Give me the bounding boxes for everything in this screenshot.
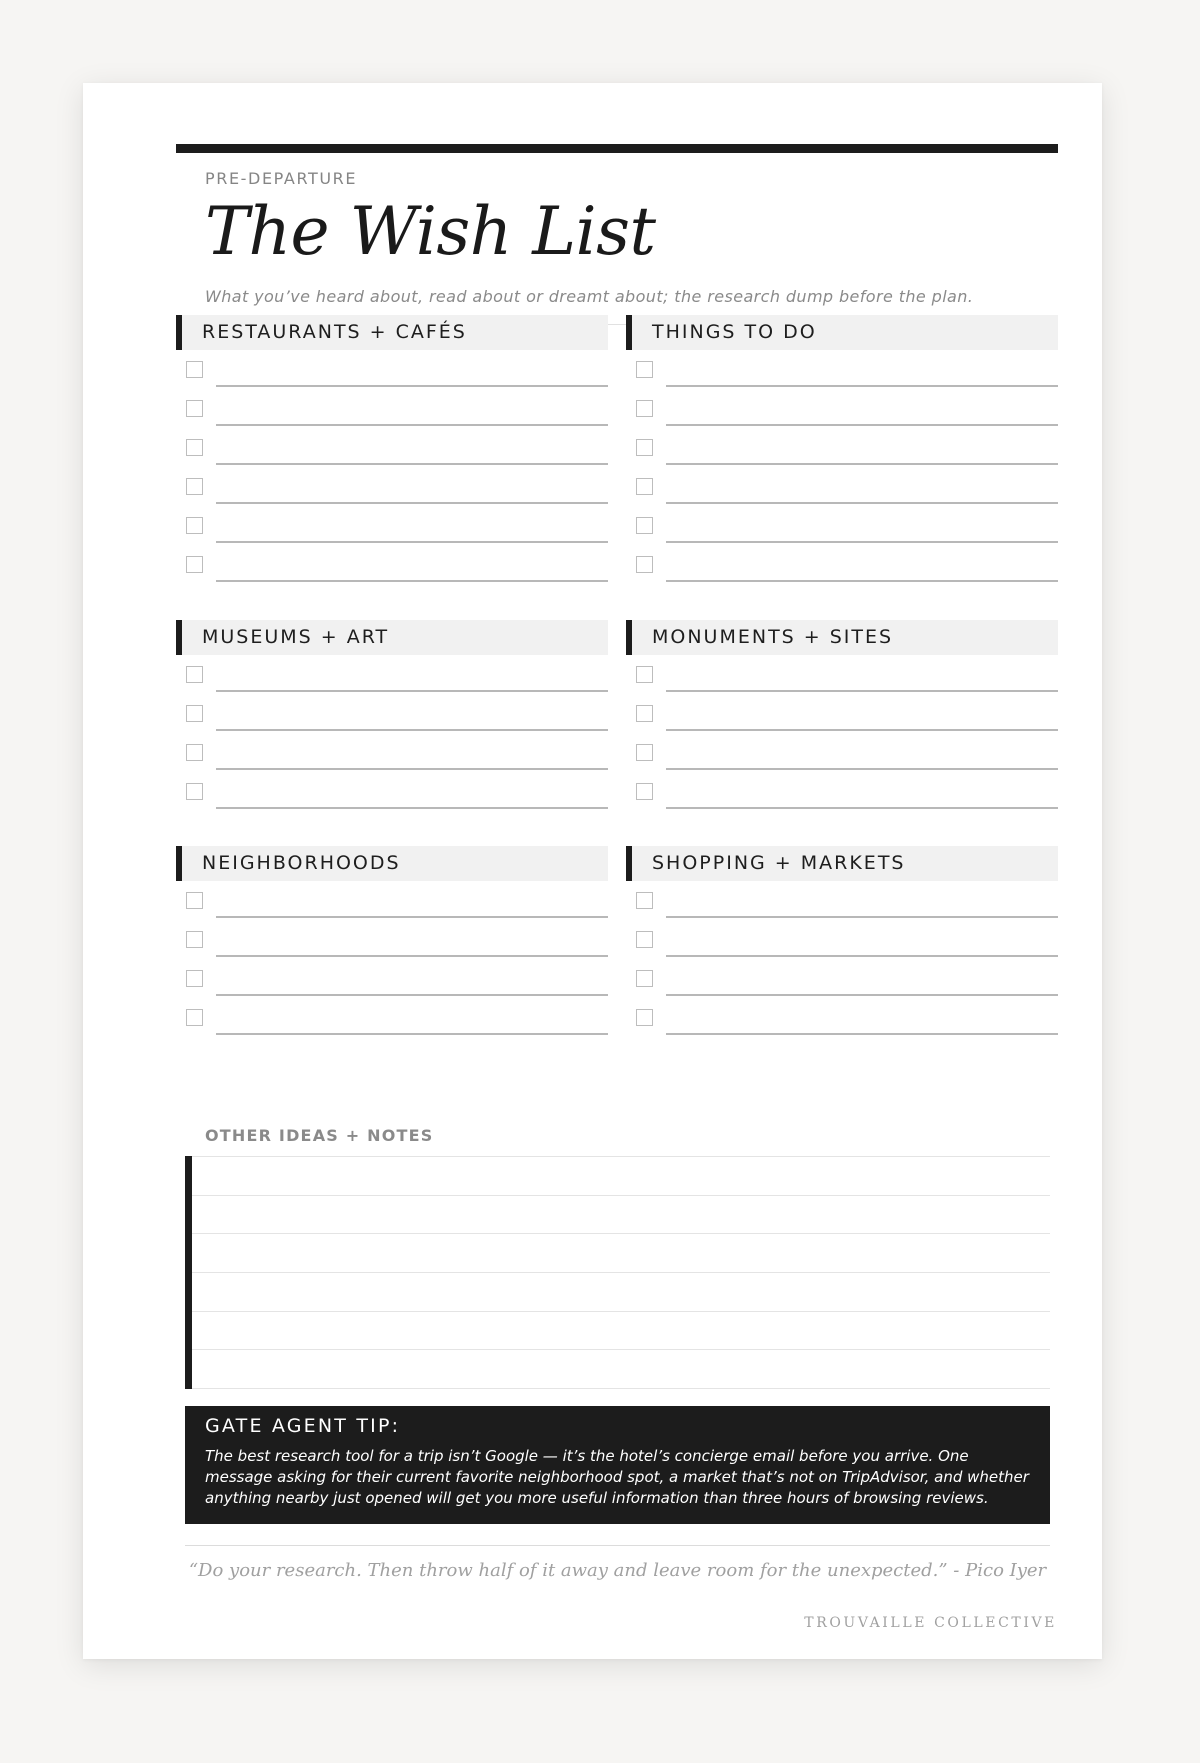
checkbox[interactable] — [636, 400, 653, 417]
section-title: MUSEUMS + ART — [202, 626, 390, 648]
section-header — [176, 620, 608, 655]
section-restaurants — [176, 315, 608, 584]
checkbox[interactable] — [186, 783, 203, 800]
write-line[interactable] — [666, 463, 1058, 465]
checklist-row — [626, 389, 1058, 428]
write-line[interactable] — [216, 463, 608, 465]
checklist-row — [176, 920, 608, 959]
quote-text: “Do your research. Then throw half of it away and leave room for the unexpected.” - Pico Iyer — [188, 1560, 1047, 1581]
checkbox[interactable] — [636, 556, 653, 573]
write-line[interactable] — [666, 424, 1058, 426]
checklist-row — [176, 545, 608, 584]
checkbox[interactable] — [186, 1009, 203, 1026]
checklist-row — [176, 350, 608, 389]
notes-line — [192, 1233, 1050, 1234]
checklist-row — [626, 694, 1058, 733]
notes-line — [192, 1272, 1050, 1273]
checkbox[interactable] — [636, 478, 653, 495]
quote-divider — [185, 1545, 1050, 1546]
write-line[interactable] — [666, 580, 1058, 582]
tip-box — [185, 1406, 1050, 1524]
checkbox[interactable] — [186, 556, 203, 573]
checkbox[interactable] — [186, 361, 203, 378]
write-line[interactable] — [666, 729, 1058, 731]
checkbox[interactable] — [636, 439, 653, 456]
section-rows — [176, 655, 608, 811]
checkbox[interactable] — [186, 931, 203, 948]
write-line[interactable] — [216, 580, 608, 582]
write-line[interactable] — [666, 541, 1058, 543]
section-header — [626, 620, 1058, 655]
page-eyebrow: PRE-DEPARTURE — [205, 169, 358, 188]
notes-line — [192, 1195, 1050, 1196]
checklist-row — [626, 545, 1058, 584]
section-title: NEIGHBORHOODS — [202, 852, 401, 874]
checklist-row — [176, 733, 608, 772]
checkbox[interactable] — [636, 517, 653, 534]
checkbox[interactable] — [186, 400, 203, 417]
checklist-row — [176, 881, 608, 920]
write-line[interactable] — [216, 385, 608, 387]
section-monuments — [626, 620, 1058, 811]
section-rows — [176, 881, 608, 1037]
checklist-row — [176, 772, 608, 811]
section-title: RESTAURANTS + CAFÉS — [202, 321, 467, 343]
checklist-row — [626, 772, 1058, 811]
section-museums — [176, 620, 608, 811]
checkbox[interactable] — [186, 970, 203, 987]
section-title: THINGS TO DO — [652, 321, 817, 343]
checkbox[interactable] — [636, 705, 653, 722]
write-line[interactable] — [216, 541, 608, 543]
section-header — [626, 315, 1058, 350]
section-header — [176, 315, 608, 350]
write-line[interactable] — [216, 916, 608, 918]
checklist-row — [176, 655, 608, 694]
section-neighborhoods — [176, 846, 608, 1037]
write-line[interactable] — [216, 690, 608, 692]
section-rows — [176, 350, 608, 584]
checkbox[interactable] — [636, 666, 653, 683]
section-shopping — [626, 846, 1058, 1037]
checklist-row — [626, 350, 1058, 389]
write-line[interactable] — [216, 729, 608, 731]
checklist-row — [176, 959, 608, 998]
checkbox[interactable] — [636, 931, 653, 948]
top-rule — [176, 144, 1058, 153]
write-line[interactable] — [666, 955, 1058, 957]
write-line[interactable] — [666, 690, 1058, 692]
checkbox[interactable] — [636, 361, 653, 378]
write-line[interactable] — [666, 807, 1058, 809]
checklist-row — [626, 733, 1058, 772]
checklist-row — [626, 655, 1058, 694]
checklist-row — [176, 998, 608, 1037]
checkbox[interactable] — [186, 744, 203, 761]
checklist-row — [176, 389, 608, 428]
section-title: SHOPPING + MARKETS — [652, 852, 906, 874]
write-line[interactable] — [216, 807, 608, 809]
write-line[interactable] — [216, 994, 608, 996]
checklist-row — [176, 467, 608, 506]
checkbox[interactable] — [186, 517, 203, 534]
checklist-row — [626, 467, 1058, 506]
section-header — [626, 846, 1058, 881]
write-line[interactable] — [216, 1033, 608, 1035]
write-line[interactable] — [666, 916, 1058, 918]
section-things-to-do — [626, 315, 1058, 584]
notes-line — [192, 1349, 1050, 1350]
checkbox[interactable] — [186, 478, 203, 495]
checkbox[interactable] — [186, 705, 203, 722]
checklist-row — [626, 428, 1058, 467]
write-line[interactable] — [216, 768, 608, 770]
checklist-row — [626, 998, 1058, 1037]
page-subtitle: What you’ve heard about, read about or dreamt about; the research dump before the plan. — [205, 287, 974, 306]
write-line[interactable] — [216, 502, 608, 504]
section-rows — [626, 655, 1058, 811]
checkbox[interactable] — [636, 1009, 653, 1026]
notes-area[interactable] — [185, 1156, 1050, 1389]
section-rows — [626, 881, 1058, 1037]
planner-page — [83, 83, 1102, 1659]
page-title: The Wish List — [205, 193, 656, 270]
write-line[interactable] — [666, 385, 1058, 387]
section-header — [176, 846, 608, 881]
notes-label: OTHER IDEAS + NOTES — [205, 1126, 434, 1145]
notes-line — [192, 1156, 1050, 1157]
tip-title: GATE AGENT TIP: — [205, 1415, 401, 1437]
checkbox[interactable] — [636, 783, 653, 800]
checklist-row — [626, 881, 1058, 920]
write-line[interactable] — [216, 955, 608, 957]
write-line[interactable] — [666, 768, 1058, 770]
checklist-row — [626, 506, 1058, 545]
brand-name: TROUVAILLE COLLECTIVE — [804, 1615, 1057, 1631]
write-line[interactable] — [666, 994, 1058, 996]
checklist-row — [176, 506, 608, 545]
checkbox[interactable] — [636, 892, 653, 909]
write-line[interactable] — [216, 424, 608, 426]
checkbox[interactable] — [186, 892, 203, 909]
checklist-row — [176, 428, 608, 467]
checklist-row — [626, 959, 1058, 998]
notes-line — [192, 1388, 1050, 1389]
checkbox[interactable] — [636, 970, 653, 987]
notes-line — [192, 1311, 1050, 1312]
section-rows — [626, 350, 1058, 584]
checklist-row — [176, 694, 608, 733]
write-line[interactable] — [666, 502, 1058, 504]
write-line[interactable] — [666, 1033, 1058, 1035]
section-title: MONUMENTS + SITES — [652, 626, 894, 648]
checklist-row — [626, 920, 1058, 959]
checkbox[interactable] — [636, 744, 653, 761]
tip-body: The best research tool for a trip isn’t Google — it’s the hotel’s concierge email before you arrive. One message asking for their current favorite neighborhood spot, a market that’s not on TripAdvisor, and whether anything nearby just opened will get you more useful information than three hours of browsing reviews. — [205, 1447, 1029, 1507]
checkbox[interactable] — [186, 439, 203, 456]
checkbox[interactable] — [186, 666, 203, 683]
